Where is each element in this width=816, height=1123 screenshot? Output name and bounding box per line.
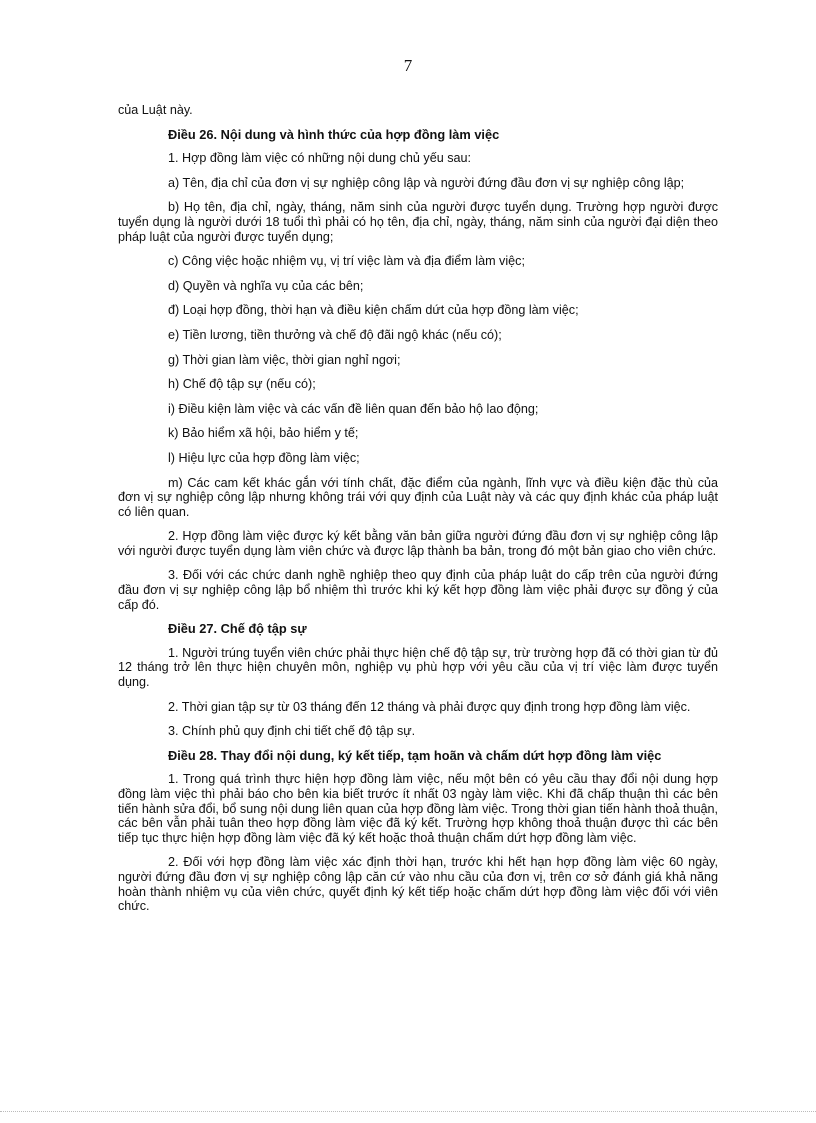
page-bottom-rule (0, 1111, 816, 1112)
page-number: 7 (403, 56, 413, 75)
paragraph: l) Hiệu lực của hợp đồng làm việc; (168, 450, 360, 465)
paragraph: 1. Trong quá trình thực hiện hợp đồng làm việc, nếu một bên có yêu cầu thay đổi nội dung hợp đồng làm việc thì phải báo cho bên kia biết trước ít nhất 03 ngày làm việc. Khi đã chấp thuận thì các bên tiến hành sửa đổi, bổ sung nội dung liên quan của hợp đồng làm việc. Trong thời gian tiến hành thoả thuận, các bên vẫn phải tuân theo hợp đồng làm việc đã ký kết. Trường hợp không thoả thuận được thì các bên tiếp tục thực hiện hợp đồng làm việc đã ký kết hoặc thoả thuận chấm dứt hợp đồng làm việc. (118, 772, 718, 845)
paragraph: m) Các cam kết khác gắn với tính chất, đặc điểm của ngành, lĩnh vực và điều kiện đặc thù của đơn vị sự nghiệp công lập nhưng không trái với quy định của Luật này và các quy định khác của pháp luật có liên quan. (118, 475, 718, 519)
paragraph: 1. Người trúng tuyển viên chức phải thực hiện chế độ tập sự, trừ trường hợp đã có thời gian từ đủ 12 tháng trở lên thực hiện chuyên môn, nghiệp vụ phù hợp với yêu cầu của vị trí việc làm được tuyển dụng. (118, 645, 718, 690)
paragraph: e) Tiền lương, tiền thưởng và chế độ đãi ngộ khác (nếu có); (168, 327, 502, 342)
paragraph: d) Quyền và nghĩa vụ của các bên; (168, 278, 364, 293)
paragraph: g) Thời gian làm việc, thời gian nghỉ ngơi; (168, 352, 401, 367)
paragraph: a) Tên, địa chỉ của đơn vị sự nghiệp công lập và người đứng đầu đơn vị sự nghiệp công lập; (168, 175, 685, 190)
paragraph: k) Bảo hiểm xã hội, bảo hiểm y tế; (168, 426, 359, 441)
paragraph: 3. Đối với các chức danh nghề nghiệp theo quy định của pháp luật do cấp trên của người đứng đầu đơn vị sự nghiệp công lập bổ nhiệm thì trước khi ký kết hợp đồng làm việc phải được sự đồng ý của cấp đó. (118, 568, 718, 612)
document-body (118, 103, 718, 924)
article-heading: Điều 27. Chế độ tập sự (168, 621, 307, 637)
paragraph: b) Họ tên, địa chỉ, ngày, tháng, năm sinh của người được tuyển dụng. Trường hợp người được tuyển dụng là người dưới 18 tuổi thì phải có họ tên, địa chỉ, ngày, tháng, năm sinh của người đại diện theo pháp luật của người được tuyển dụng; (118, 200, 718, 244)
paragraph: đ) Loại hợp đồng, thời hạn và điều kiện chấm dứt của hợp đồng làm việc; (168, 303, 579, 318)
article-heading: Điều 26. Nội dung và hình thức của hợp đồng làm việc (168, 126, 500, 142)
paragraph: i) Điều kiện làm việc và các vấn đề liên quan đến bảo hộ lao động; (168, 401, 539, 416)
paragraph: c) Công việc hoặc nhiệm vụ, vị trí việc làm và địa điểm làm việc; (168, 254, 525, 269)
paragraph: 2. Đối với hợp đồng làm việc xác định thời hạn, trước khi hết hạn hợp đồng làm việc 60 ngày, người đứng đầu đơn vị sự nghiệp công lập căn cứ vào nhu cầu của đơn vị, trên cơ sở đánh giá khả năng hoàn thành nhiệm vụ của viên chức, quyết định ký kết tiếp hoặc chấm dứt hợp đồng làm việc đối với viên chức. (118, 855, 718, 914)
paragraph: 1. Hợp đồng làm việc có những nội dung chủ yếu sau: (168, 151, 472, 166)
article-heading: Điều 28. Thay đổi nội dung, ký kết tiếp, tạm hoãn và chấm dứt hợp đồng làm việc (168, 747, 662, 763)
paragraph: của Luật này. (118, 103, 193, 117)
paragraph: h) Chế độ tập sự (nếu có); (168, 377, 316, 392)
paragraph: 2. Thời gian tập sự từ 03 tháng đến 12 tháng và phải được quy định trong hợp đồng làm việc. (168, 699, 691, 714)
paragraph: 3. Chính phủ quy định chi tiết chế độ tập sự. (168, 724, 416, 739)
paragraph: 2. Hợp đồng làm việc được ký kết bằng văn bản giữa người đứng đầu đơn vị sự nghiệp công lập với người được tuyển dụng làm viên chức và được lập thành ba bản, trong đó một bản giao cho viên chức. (118, 529, 718, 558)
